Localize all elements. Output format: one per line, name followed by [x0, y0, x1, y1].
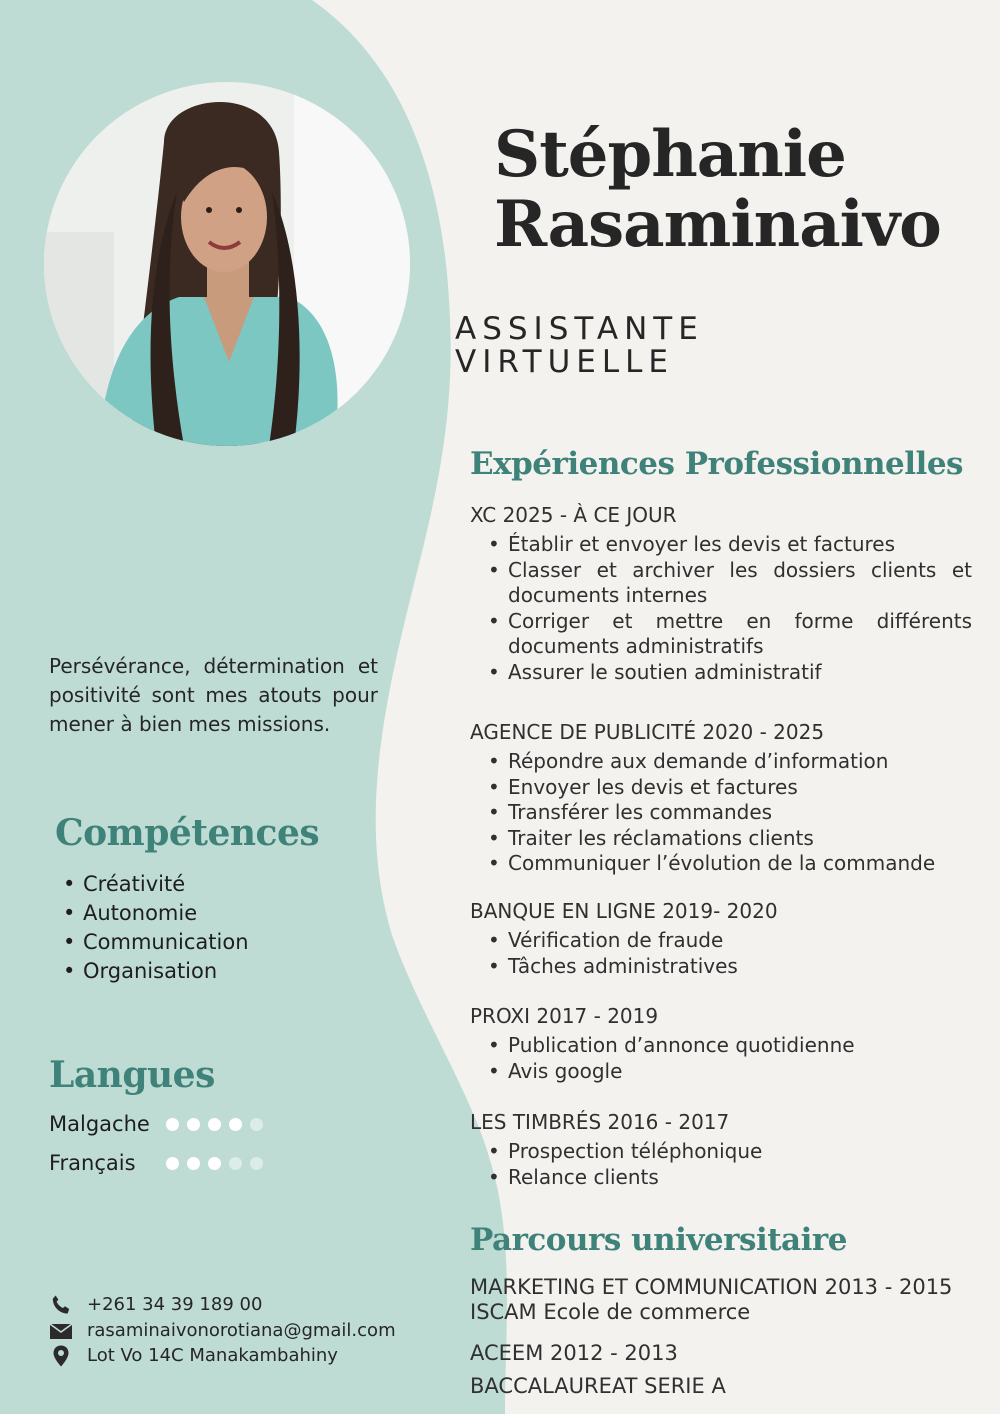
level-dot-filled: [187, 1157, 200, 1170]
job-entry: [470, 1003, 972, 1084]
job-entry: [470, 898, 972, 979]
experience-heading: Expériences Professionnelles: [470, 446, 963, 482]
job-task: • Répondre aux demande d’information: [470, 749, 972, 775]
language-name: Malgache: [49, 1112, 150, 1136]
job-task-list: [470, 532, 972, 685]
job-task: • Assurer le soutien administratif: [470, 660, 972, 686]
job-task-list: [470, 749, 972, 877]
postal-address: Lot Vo 14C Manakambahiny: [87, 1345, 338, 1366]
name-first: Stéphanie: [494, 117, 846, 192]
job-title-line2: VIRTUELLE: [455, 344, 674, 380]
education-school: BACCALAUREAT SERIE A: [470, 1374, 726, 1398]
language-row: [49, 1109, 150, 1139]
skill-item: • Créativité: [62, 870, 249, 899]
skills-heading: Compétences: [55, 812, 320, 854]
job-task: • Communiquer l’évolution de la commande: [470, 851, 972, 877]
email-address[interactable]: rasaminaivonorotiana@gmail.com: [87, 1320, 396, 1341]
language-row: [49, 1148, 136, 1178]
job-task: • Prospection téléphonique: [470, 1139, 972, 1165]
job-task: • Vérification de fraude: [470, 928, 972, 954]
profile-intro: Persévérance, détermination et positivité sont mes atouts pour mener à bien mes missions.: [49, 654, 378, 736]
job-task: • Avis google: [470, 1059, 972, 1085]
phone-number: +261 34 39 189 00: [87, 1294, 263, 1315]
languages-heading: Langues: [49, 1054, 215, 1096]
job-task: • Relance clients: [470, 1165, 972, 1191]
level-dot-empty: [250, 1157, 263, 1170]
education-entry: [470, 1337, 726, 1403]
job-task-list: [470, 928, 972, 979]
skill-item: • Organisation: [62, 957, 249, 986]
phone-icon: [49, 1293, 73, 1317]
job-task-list: [470, 1139, 972, 1190]
job-entry-title: XC 2025 - À CE JOUR: [470, 503, 677, 527]
language-name: Français: [49, 1151, 136, 1175]
job-entry-title: LES TIMBRÉS 2016 - 2017: [470, 1110, 730, 1134]
job-title: [455, 313, 704, 379]
job-entry-title: BANQUE EN LIGNE 2019- 2020: [470, 899, 778, 923]
level-dot-empty: [250, 1118, 263, 1131]
level-dot-filled: [229, 1118, 242, 1131]
skill-item: • Autonomie: [62, 899, 249, 928]
education-entry: [470, 1275, 952, 1325]
job-entry: [470, 1109, 972, 1190]
job-entry: [470, 719, 972, 877]
education-degree: ACEEM 2012 - 2013: [470, 1341, 678, 1365]
job-task: • Publication d’annonce quotidienne: [470, 1033, 972, 1059]
skills-list: [62, 870, 249, 986]
job-task: • Classer et archiver les dossiers clients et documents internes: [470, 558, 972, 609]
level-dot-filled: [187, 1118, 200, 1131]
education-heading: Parcours universitaire: [470, 1222, 847, 1258]
job-title-line1: ASSISTANTE: [455, 311, 704, 347]
job-entry: [470, 502, 972, 685]
level-dot-empty: [229, 1157, 242, 1170]
job-entry-title: PROXI 2017 - 2019: [470, 1004, 659, 1028]
job-task: • Traiter les réclamations clients: [470, 826, 972, 852]
skill-item: • Communication: [62, 928, 249, 957]
level-dot-filled: [166, 1118, 179, 1131]
language-level-dots: [166, 1109, 263, 1139]
job-task: • Tâches administratives: [470, 954, 972, 980]
language-level-dots: [166, 1148, 263, 1178]
job-task: • Envoyer les devis et factures: [470, 775, 972, 801]
job-entry-title: AGENCE DE PUBLICITÉ 2020 - 2025: [470, 720, 825, 744]
level-dot-filled: [208, 1157, 221, 1170]
mail-icon: [49, 1319, 73, 1343]
location-pin-icon: [49, 1344, 73, 1368]
profile-photo: [44, 82, 410, 446]
education-school: ISCAM Ecole de commerce: [470, 1300, 751, 1324]
level-dot-filled: [208, 1118, 221, 1131]
job-task: • Transférer les commandes: [470, 800, 972, 826]
name-last: Rasaminaivo: [494, 187, 941, 262]
job-task: • Établir et envoyer les devis et factures: [470, 532, 972, 558]
job-task-list: [470, 1033, 972, 1084]
education-degree: MARKETING ET COMMUNICATION 2013 - 2015: [470, 1275, 953, 1299]
candidate-name: [494, 117, 941, 262]
job-task: • Corriger et mettre en forme différents documents administratifs: [470, 609, 972, 660]
level-dot-filled: [166, 1157, 179, 1170]
